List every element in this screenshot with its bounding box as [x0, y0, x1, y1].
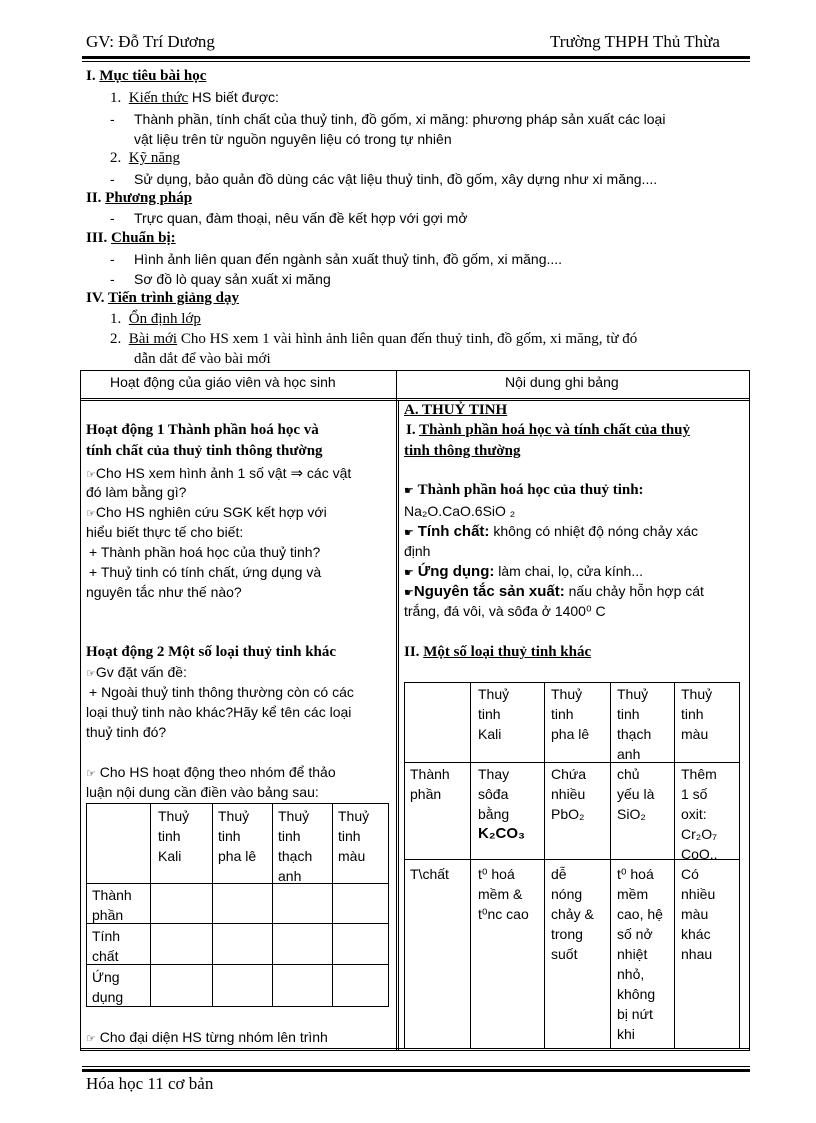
production-line: ☛Nguyên tắc sản xuất: nấu chảy hỗn hợp cát [404, 583, 704, 600]
glass-comp-mau: Thêm 1 số oxit: Cr₂O₇ CoO.. [681, 766, 718, 862]
mini-header-phale: Thuỷ tinh pha lê [218, 808, 257, 864]
pointing-hand-icon: ☞ [86, 1032, 96, 1045]
glass-table-line [404, 682, 740, 683]
bullet-dash: - [110, 111, 115, 127]
glass-comp-phale: Chứa nhiều PbO₂ [551, 766, 587, 822]
glass-comp-thachanh: chủ yếu là SiO₂ [617, 766, 655, 822]
activity-1-title-a: Hoạt động 1 Thành phần hoá học và [86, 422, 319, 438]
bullet-dash: - [110, 251, 115, 267]
left-line-1: ☞Cho HS xem hình ảnh 1 số vật ⇒ các vật [86, 465, 352, 482]
mini-row-thanhphan: Thành phần [92, 887, 132, 923]
bullet-dash: - [110, 210, 115, 226]
header-right: Trường THPH Thủ Thừa [550, 32, 720, 51]
table-border-bottom [80, 1048, 750, 1049]
activity-2-title: Hoạt động 2 Một số loại thuỷ tinh khác [86, 644, 337, 660]
s2-bullet: Trực quan, đàm thoại, nêu vấn đề kết hợp với gợi mở [134, 210, 468, 226]
mini-header-mau: Thuỷ tinh màu [338, 808, 370, 864]
section-ii-title: II. Một số loại thuỷ tinh khác [404, 644, 592, 660]
glass-header-thachanh: Thuỷ tinh thạch anh [617, 686, 652, 762]
col-header-teacher: Hoạt động của giáo viên và học sinh [110, 374, 336, 390]
glass-header-phale: Thuỷ tinh pha lê [551, 686, 590, 742]
s1-1-bullet-line-b: vật liệu trên từ nguồn nguyên liệu có trong tự nhiên [134, 131, 452, 147]
table-border-bottom-2 [80, 1050, 750, 1051]
glass-table-line [404, 682, 405, 1048]
section-2-heading: II. Phương pháp [86, 190, 193, 206]
glass-row-composition-label: Thành phần [410, 766, 450, 802]
mini-table-line [388, 803, 389, 1007]
left-line-5: ☞Gv đặt vấn đề: [86, 664, 187, 680]
composition-line: ☛ Thành phần hoá học của thuỷ tinh: [404, 482, 644, 498]
glass-prop-thachanh: t⁰ hoá mềm cao, hệ số nở nhiệt nhỏ, không bị nứt khi [617, 866, 663, 1042]
left-line-3: + Thành phần hoá học của thuỷ tinh? [89, 544, 321, 560]
glass-prop-kali: t⁰ hoá mềm & t⁰nc cao [478, 866, 529, 922]
mini-table-line [332, 803, 333, 1007]
section-1-2: 2. Kỹ năng [110, 150, 180, 166]
glass-table-line [610, 682, 611, 1048]
mini-row-ungdung: Ứng dụng [92, 969, 124, 1005]
left-line-6-b: loại thuỷ tinh nào khác?Hãy kể tên các loại [86, 704, 352, 720]
bullet-dash: - [110, 271, 115, 287]
pointing-hand-icon: ☛ [404, 586, 414, 599]
mini-table-line [86, 803, 87, 1007]
mini-row-tinhchat: Tính chất [92, 928, 121, 964]
left-line-2: ☞Cho HS nghiên cứu SGK kết hợp với [86, 504, 327, 520]
section-4-2-cont: dẫn dắt để vào bài mới [134, 351, 271, 367]
mini-table-line [86, 883, 388, 884]
mini-table-line [272, 803, 273, 1007]
table-header-bottom [80, 398, 750, 399]
left-line-2-cont: hiểu biết thực tế cho biết: [86, 524, 244, 540]
left-line-6-c: thuỷ tinh đó? [86, 724, 167, 740]
glass-table-line [404, 762, 740, 763]
pointing-hand-icon: ☛ [404, 526, 414, 539]
table-header-bottom-2 [80, 400, 750, 401]
implies-arrow-icon: ⇒ [290, 465, 304, 482]
mini-header-thachanh: Thuỷ tinh thạch anh [278, 808, 313, 884]
mini-table-line [212, 803, 213, 1007]
glass-row-property-label: T\chất [410, 866, 449, 882]
s3-bullet-2: Sơ đồ lò quay sản xuất xi măng [134, 271, 331, 287]
bullet-dash: - [110, 171, 115, 187]
s1-2-bullet: Sử dụng, bảo quản đồ dùng các vật liệu thuỷ tinh, đồ gốm, xây dựng như xi măng.... [134, 171, 658, 187]
footer-rule-thin [82, 1066, 750, 1067]
col-header-content: Nội dung ghi bảng [505, 374, 619, 390]
composition-formula: Na₂O.CaO.6SiO ₂ [404, 503, 516, 519]
left-line-7-cont: luận nội dung cần điền vào bảng sau: [86, 784, 319, 800]
left-line-4-cont: nguyên tắc như thế nào? [86, 584, 242, 600]
left-line-7: ☞ Cho HS hoạt động theo nhóm để thảo [86, 764, 336, 780]
header-left: GV: Đỗ Trí Dương [86, 32, 215, 51]
usage-line: ☛ Ứng dụng: làm chai, lọ, cửa kính... [404, 563, 644, 580]
footer-rule [82, 1069, 750, 1072]
section-4-1: 1. Ổn định lớp [110, 311, 201, 327]
pointing-hand-icon: ☞ [86, 767, 96, 780]
s3-bullet-1: Hình ảnh liên quan đến ngành sản xuất thuỷ tinh, đồ gốm, xi măng.... [134, 251, 563, 267]
glass-header-kali: Thuỷ tinh Kali [478, 686, 510, 742]
glass-header-mau: Thuỷ tinh màu [681, 686, 713, 742]
section-4-2: 2. Bài mới Cho HS xem 1 vài hình ảnh liên quan đến thuỷ tinh, đồ gốm, xi măng, từ đó [110, 331, 638, 347]
table-border-right [749, 370, 750, 1051]
mini-table-line [86, 964, 388, 965]
section-3-heading: III. Chuẩn bị: [86, 230, 176, 246]
section-4-heading: IV. Tiến trình giảng dạy [86, 290, 239, 306]
pointing-hand-icon: ☛ [404, 566, 414, 579]
left-line-6: + Ngoài thuỷ tinh thông thường còn có các [89, 684, 354, 700]
table-border-left [80, 370, 81, 1051]
glass-comp-kali: Thay sôđa bằng K₂CO₃ [478, 766, 525, 842]
table-divider [396, 370, 397, 1051]
glass-table-line [470, 682, 471, 1048]
glass-table-line [739, 682, 740, 1048]
mini-header-kali: Thuỷ tinh Kali [158, 808, 190, 864]
left-line-8: ☞ Cho đại diện HS từng nhóm lên trình [86, 1029, 328, 1045]
glass-table-line [544, 682, 545, 1048]
table-divider-2 [398, 400, 399, 1051]
section-i-title-b: tinh thông thường [404, 443, 521, 459]
mini-table-line [86, 1006, 388, 1007]
section-i-title-a: I. Thành phần hoá học và tính chất của thuỷ [406, 422, 691, 438]
footer-text: Hóa học 11 cơ bản [86, 1074, 214, 1093]
pointing-hand-icon: ☞ [86, 507, 96, 520]
left-line-1-cont: đó làm bằng gì? [86, 484, 187, 500]
left-line-4: + Thuỷ tinh có tính chất, ứng dụng và [89, 564, 322, 580]
production-line-cont: trắng, đá vôi, và sôđa ở 1400⁰ C [404, 603, 606, 619]
activity-1-title-b: tính chất của thuỷ tinh thông thường [86, 443, 323, 459]
property-line-cont: định [404, 543, 431, 559]
s1-1-bullet-line-a: Thành phần, tính chất của thuỷ tinh, đồ gốm, xi măng: phương pháp sản xuất các loại [134, 111, 666, 127]
glass-prop-mau: Có nhiều màu khác nhau [681, 866, 716, 962]
property-line: ☛ Tính chất: không có nhiệt độ nóng chảy xác [404, 523, 699, 540]
section-a-title: A. THUỶ TINH [404, 402, 508, 418]
mini-table-line [150, 803, 151, 1007]
header-rule [82, 56, 750, 59]
glass-prop-phale: dễ nóng chảy & trong suốt [551, 866, 594, 962]
header-rule-thin [82, 61, 750, 62]
pointing-hand-icon: ☛ [404, 484, 414, 497]
mini-table-line [86, 803, 388, 804]
table-border-top [80, 370, 750, 371]
section-1-heading: I. Mục tiêu bài học [86, 68, 207, 84]
pointing-hand-icon: ☞ [86, 667, 96, 680]
pointing-hand-icon: ☞ [86, 468, 96, 481]
section-1-1: 1. Kiến thức HS biết được: [110, 89, 279, 106]
glass-table-line [674, 682, 675, 1048]
